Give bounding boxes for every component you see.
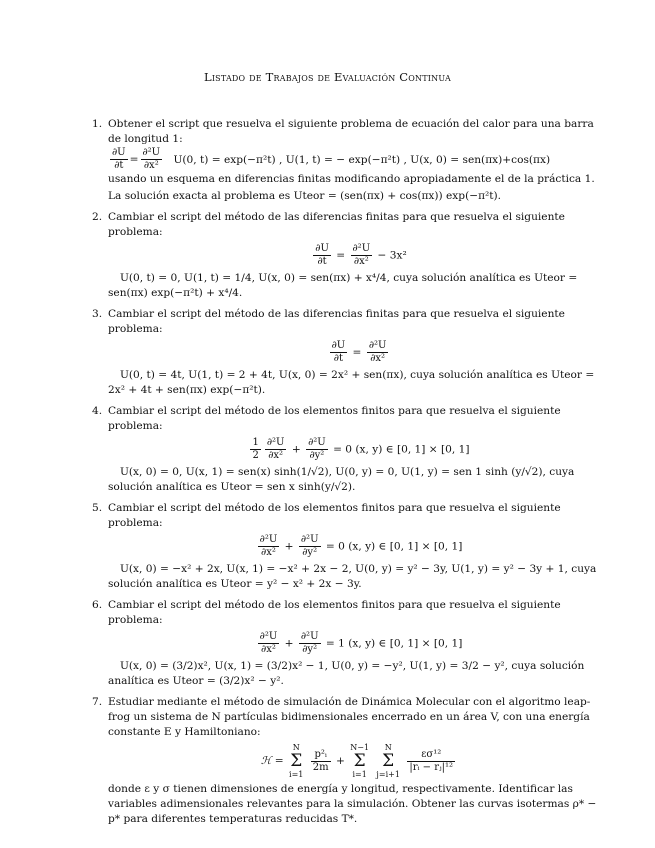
conditions: U(0, t) = 4t, U(1, t) = 2 + 4t, U(x, 0) = 2x² + sen(πx), cuya solución analítica es Uteor = 2x² + 4t + sen(πx) exp(−π²t). bbox=[108, 369, 595, 396]
equation: $\frac{1}{2}$ $\frac{\text{∂²U}}{\text{∂x²}}$ + $\frac{\text{∂²U}}{\text{∂y²}}$ = 0 (x, y) ∈ [0, 1] × [0, 1] bbox=[252, 437, 470, 461]
exercise-2 bbox=[92, 210, 610, 301]
exercise-intro: Obtener el script que resuelva el siguiente problema de ecuación del calor para una barra de longitud 1: bbox=[108, 118, 594, 145]
exercise-1 bbox=[92, 117, 610, 204]
exercise-intro: Cambiar el script del método de los elementos finitos para que resuelva el siguiente problema: bbox=[108, 502, 561, 529]
hamiltonian-equation: ℋ = N Σ i=1 $\frac{\text{p²ᵢ}}{2m}$ + N−1 Σ i=1 N Σ j=i+1 $\frac{\text{εσ¹²}}{\text{|rᵢ − rⱼ|¹²}}$ bbox=[260, 743, 454, 779]
exercise-number: 5. bbox=[92, 502, 103, 514]
exercise-number: 3. bbox=[92, 308, 103, 320]
boundary-conditions: U(0, t) = exp(−π²t) , U(1, t) = − exp(−π²t) , U(x, 0) = sen(πx)+cos(πx) bbox=[173, 153, 551, 166]
exercise-6 bbox=[92, 598, 610, 689]
conditions: U(0, t) = 0, U(1, t) = 1/4, U(x, 0) = sen(πx) + x⁴/4, cuya solución analítica es Uteor = sen(πx) exp(−π²t) + x⁴/4. bbox=[108, 272, 578, 299]
exact-solution: La solución exacta al problema es Uteor = (sen(πx) + cos(πx)) exp(−π²t). bbox=[108, 190, 502, 202]
exercise-number: 7. bbox=[92, 696, 103, 708]
exercise-text: usando un esquema en diferencias finitas modificando apropiadamente el de la práctica 1. bbox=[108, 173, 595, 185]
exercise-intro: Cambiar el script del método de los elementos finitos para que resuelva el siguiente problema: bbox=[108, 599, 561, 626]
exercise-intro: Cambiar el script del método de los elementos finitos para que resuelva el siguiente problema: bbox=[108, 405, 561, 432]
exercise-text: donde ε y σ tienen dimensiones de energía y longitud, respectivamente. Identificar las variables adimensionales relevantes para la simulación. Obtener las curvas isotermas ρ* − p* para diferentes temperaturas reducidas T*. bbox=[108, 783, 597, 825]
equation: $\frac{\partial U}{\partial t}$ = $\frac{\text{∂²U}}{\text{∂x²}}$ − 3x² bbox=[315, 243, 407, 267]
exercise-3 bbox=[92, 307, 610, 398]
exercise-intro: Cambiar el script del método de las diferencias finitas para que resuelva el siguiente problema: bbox=[108, 308, 565, 335]
exercise-number: 1. bbox=[92, 118, 103, 130]
equation-line: $\frac{\partial U}{\partial t}$ = $\frac{\text{∂²U}}{\text{∂x²}}$ U(0, t) = exp(−π²t) , U(1, t) = − exp(−π²t) , U(x, 0) = sen(πx)+cos(πx) bbox=[112, 147, 551, 171]
exercise-intro: Estudiar mediante el método de simulación de Dinámica Molecular con el algoritmo leap-frog un sistema de N partículas bidimensionales encerrado en un área V, con una energía constante E y Hamiltoniano: bbox=[108, 696, 591, 738]
exercise-intro: Cambiar el script del método de las diferencias finitas para que resuelva el siguiente problema: bbox=[108, 211, 565, 238]
exercise-list bbox=[92, 117, 610, 833]
exercise-number: 4. bbox=[92, 405, 103, 417]
equation: $\frac{\text{∂²U}}{\text{∂x²}}$ + $\frac{\text{∂²U}}{\text{∂y²}}$ = 1 (x, y) ∈ [0, 1] × [0, 1] bbox=[259, 631, 463, 655]
conditions: U(x, 0) = (3/2)x², U(x, 1) = (3/2)x² − 1, U(0, y) = −y², U(1, y) = 3/2 − y², cuya solución analítica es Uteor = (3/2)x² − y². bbox=[108, 660, 585, 687]
conditions: U(x, 0) = −x² + 2x, U(x, 1) = −x² + 2x − 2, U(0, y) = y² − 3y, U(1, y) = y² − 3y + 1, cuya solución analítica es Uteor = y² − x² + 2x − 3y. bbox=[108, 563, 597, 590]
equation: $\frac{\partial U}{\partial t}$ = $\frac{\text{∂²U}}{\text{∂x²}}$ bbox=[331, 340, 387, 364]
exercise-number: 6. bbox=[92, 599, 103, 611]
page-title: Listado de Trabajos de Evaluación Continua bbox=[203, 70, 451, 84]
equation: $\frac{\text{∂²U}}{\text{∂x²}}$ + $\frac{\text{∂²U}}{\text{∂y²}}$ = 0 (x, y) ∈ [0, 1] × [0, 1] bbox=[259, 534, 463, 558]
exercise-4 bbox=[92, 404, 610, 495]
equation-rhs: $\frac{\text{∂²U}}{\text{∂x²}}$ bbox=[142, 147, 161, 171]
equation-lhs: $\frac{\partial U}{\partial t}$ bbox=[112, 147, 126, 171]
exercise-number: 2. bbox=[92, 211, 103, 223]
exercise-7 bbox=[92, 695, 610, 827]
exercise-5 bbox=[92, 501, 610, 592]
conditions: U(x, 0) = 0, U(x, 1) = sen(x) sinh(1/√2), U(0, y) = 0, U(1, y) = sen 1 sinh (y/√2), cuya solución analítica es Uteor = sen x sinh(y/√2). bbox=[108, 466, 575, 493]
